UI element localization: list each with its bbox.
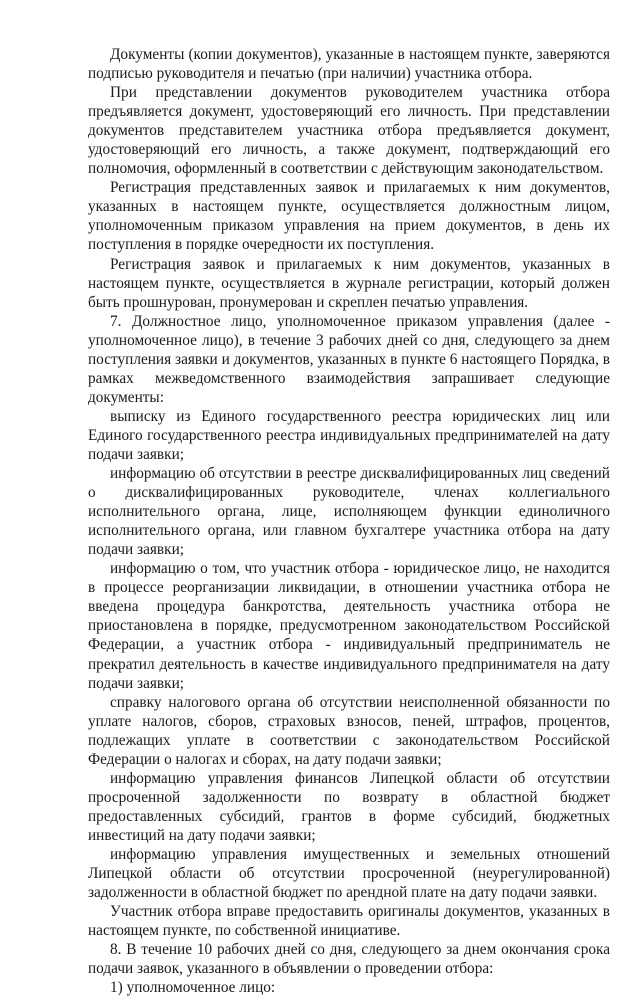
- document-body: [88, 45, 610, 997]
- paragraph-reorganization-info: информацию о том, что участник отбора - юридическое лицо, не находится в процессе реорганизации ликвидации, в отношении участника отбора не введена процедура банкротства, деятельность участника отбора не приостановлена в порядке, предусмотренном законодательством Российской Федерации, а участник отбора - индивидуальный предприниматель не прекратил деятельность в качестве индивидуального предпринимателя на дату подачи заявки;: [88, 560, 610, 692]
- paragraph-finance-debt-info: информацию управления финансов Липецкой области об отсутствии просроченной задолженности по возврату в областной бюджет предоставленных субсидий, грантов в форме субсидий, бюджетных инвестиций на дату подачи заявки;: [88, 769, 610, 844]
- paragraph-item-7: 7. Должностное лицо, уполномоченное приказом управления (далее - уполномоченное лицо), в течение 3 рабочих дней со дня, следующего за днем поступления заявки и документов, указанных в пункте 6 настоящего Порядка, в рамках межведомственного взаимодействия запрашивает следующие документы:: [88, 312, 610, 406]
- paragraph-registration-journal: Регистрация заявок и прилагаемых к ним документов, указанных в настоящем пункте, осуществляется в журнале регистрации, который должен быть прошнурован, пронумерован и скреплен печатью управления.: [88, 255, 610, 311]
- paragraph-tax-certificate: справку налогового органа об отсутствии неисполненной обязанности по уплате налогов, сборов, страховых взносов, пеней, штрафов, процентов, подлежащих уплате в соответствии с законодательством Российской Федерации о налогах и сборах, на дату подачи заявки;: [88, 693, 610, 768]
- paragraph-originals-right: Участник отбора вправе предоставить оригиналы документов, указанных в настоящем пункте, по собственной инициативе.: [88, 903, 610, 940]
- paragraph-registry-extract: выписку из Единого государственного реестра юридических лиц или Единого государственного реестра индивидуальных предпринимателей на дату подачи заявки;: [88, 407, 610, 463]
- paragraph-property-debt-info: информацию управления имущественных и земельных отношений Липецкой области об отсутствии просроченной (неурегулированной) задолженности в областной бюджет по арендной плате на дату подачи заявки.: [88, 845, 610, 902]
- paragraph-item-8-subitem-1: 1) уполномоченное лицо:: [110, 979, 276, 997]
- paragraph-item-8: 8. В течение 10 рабочих дней со дня, следующего за днем окончания срока подачи заявок, указанного в объявлении о проведении отбора:: [88, 941, 610, 978]
- paragraph-registration-officer: Регистрация представленных заявок и прилагаемых к ним документов, указанных в настоящем пункте, осуществляется должностным лицом, уполномоченным приказом управления на прием документов, в день их поступления в порядке очередности их поступления.: [88, 179, 610, 254]
- paragraph-disqualified-registry: информацию об отсутствии в реестре дисквалифицированных лиц сведений о дисквалифицированных руководителе, членах коллегиального исполнительного органа, лице, исполняющем функции единоличного исполнительного органа, или главном бухгалтере участника отбора на дату подачи заявки;: [88, 465, 610, 559]
- paragraph-documents-certification: Документы (копии документов), указанные в настоящем пункте, заверяются подписью руководителя и печатью (при наличии) участника отбора.: [88, 46, 610, 83]
- paragraph-identity-documents: При представлении документов руководителем участника отбора предъявляется документ, удостоверяющий его личность. При представлении документов представителем участника отбора предъявляется документ, удостоверяющий его личность, а также документ, подтверждающий его полномочия, оформленный в соответствии с действующим законодательством.: [88, 84, 610, 178]
